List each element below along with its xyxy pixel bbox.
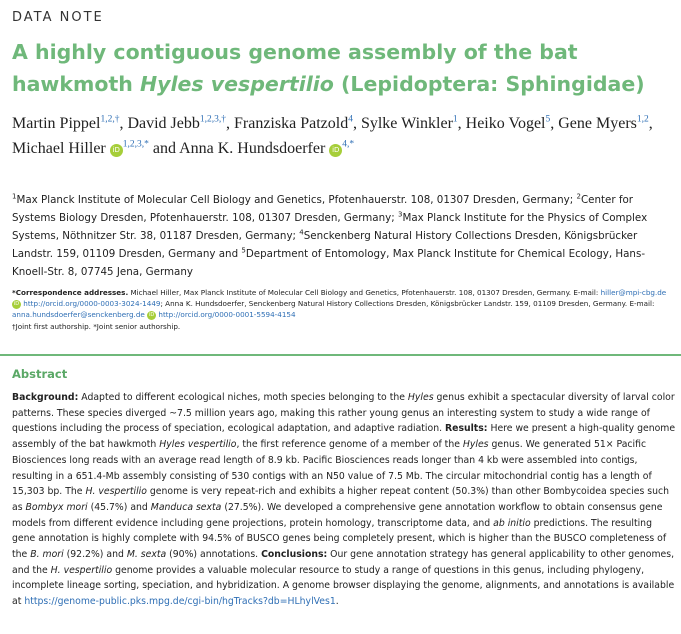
title-species: Hyles vespertilio (139, 72, 334, 96)
authorship-note: †Joint first authorship. *Joint senior authorship. (12, 321, 181, 331)
author[interactable]: Martin Pippel$^{1,2,\dagger}$ (12, 114, 120, 132)
orcid-link[interactable]: http://orcid.org/0000-0003-3024-1449 (23, 299, 161, 309)
author[interactable]: Sylke Winkler$^1$ (360, 114, 458, 132)
abstract-text: Background: Adapted to different ecological niches, moth species belonging to the Hyles genus exhibit a spectacular diversity of larval color patterns. These species diverged ~7.5 million years ago, making this rather young genus an interesting system to study a wide range of questions including the process of speciation, ecological adaptation, and adaptive radiation. Results: Here we present a high-quality genome assembly of the bat hawkmoth Hyles vespertilio, the first reference genome of a member of the Hyles genus. We generated 51× Pacific Biosciences long reads with an average read length of 8.9 kb. Pacific Biosciences reads longer than 4 kb were assembled into contigs, resulting in a 651.4-Mb assembly consisting of 530 contigs with an N50 value of 7.5 Mb. The circular mitochondrial contig has a length of 15,303 bp. The H. vespertilio genome is very repeat-rich and exhibits a higher repeat content (50.3%) than other Bombycoidea species such as Bombyx mori (45.7%) and Manduca sexta (27.5%). We developed a comprehensive gene annotation workflow to obtain consensus gene models from different evidence including gene projections, protein homology, transcriptome data, and ab initio predictions. The resulting gene annotation is highly complete with 94.5% of BUSCO genes being completely present, which is higher than the BUSCO completeness of the B. mori (92.2%) and M. sexta (90%) annotations. Conclusions: Our gene annotation strategy has general applicability to other genomes, and the H. vespertilio genome provides a valuable molecular resource to study a range of questions in this genus, including phylogeny, incomplete lineage sorting, speciation, and hybridization. A genome browser displaying the genome, alignments, and annotations is available at https://genome-public.pks.mpg.de/cgi-bin/hgTracks?db=HLhylVes1. (12, 392, 676, 608)
orcid-icon[interactable]: iD (329, 144, 342, 157)
orcid-icon: iD (148, 312, 155, 319)
paper-title (12, 36, 672, 100)
doc-type-label: DATA NOTE (12, 10, 104, 25)
affiliations: $^1$Max Planck Institute of Molecular Cell Biology and Genetics, Pfotenhauerstr. 108, 01307 Dresden, Germany; $^2$Center for Systems Biology Dresden, Pfotenhauerstr. 108, 01307 Dresden, Germany; $^3$Max Planck Institute for the Physics of Complex Systems, Nöthnitzer Str. 38, 01187 Dresden, Germany; $^4$Senckenberg Natural History Collections Dresden, Königsbrücker Landstr. 159, 01109 Dresden, Germany and $^5$Department of Entomology, Max Planck Institute for Chemical Ecology, Hans-Knoell-Str. 8, 07745 Jena, Germany (12, 192, 648, 278)
email-link[interactable]: hiller@mpi-cbg.de (600, 288, 667, 297)
title-prefix: A highly contiguous genome assembly of the bat hawkmoth (12, 40, 578, 96)
title-suffix: (Lepidoptera: Sphingidae) (333, 72, 645, 96)
affiliation: Center for Systems Biology Dresden, Pfotenhauerstr. 108, 01307 Dresden, Germany; (12, 194, 634, 224)
correspondence: *Correspondence addresses. Michael Hiller, Max Planck Institute of Molecular Cell Biology and Genetics, Pfotenhauerstr. 108, 01307 Dresden, Germany. E-mail: hiller@mpi-cbg.de iD http://orcid.org/0000-0003-3024-1449; Anna K. Hundsdoerfer, Senckenberg Natural History Collections Dresden, Königsbrücker Landstr. 159, 01109 Dresden, Germany. E-mail: anna.hundsdoerfer@senckenberg.de iD http://orcid.org/0000-0001-5594-4154 †Joint first authorship. *Joint senior authorship. (12, 288, 667, 331)
author[interactable]: David Jebb$^{1,2,3,\dagger}$ (127, 114, 226, 132)
correspondence-label: *Correspondence addresses. (12, 288, 129, 297)
affiliation: Max Planck Institute of Molecular Cell Biology and Genetics, Pfotenhauerstr. 108, 01307 Dresden, Germany; (16, 194, 577, 206)
affiliation: Department of Entomology, Max Planck Institute for Chemical Ecology, Hans-Knoell-Str. 8, 07745 Jena, Germany (12, 248, 646, 278)
affiliation: Max Planck Institute for the Physics of Complex Systems, Nöthnitzer Str. 38, 01187 Dresden, Germany; (12, 212, 648, 242)
author[interactable]: Anna K. Hundsdoerfer $iD^{4,*}$ (179, 139, 355, 157)
author[interactable]: Gene Myers$^{1,2}$ (558, 114, 649, 132)
email-link[interactable]: anna.hundsdoerfer@senckenberg.de (12, 310, 145, 320)
genome-browser-link[interactable]: https://genome-public.pks.mpg.de/cgi-bin/hgTracks?db=HLhylVes1 (24, 596, 336, 608)
abstract-heading: Abstract (12, 367, 68, 381)
orcid-icon: iD (13, 301, 20, 308)
author-list: Martin Pippel$^{1,2,\dagger}$, David Jebb$^{1,2,3,\dagger}$, Franziska Patzold$^4$, Sylke Winkler$^1$, Heiko Vogel$^5$, Gene Myers$^{1,2}$, Michael Hiller $iD^{1,2,3,*}$ and Anna K. Hundsdoerfer $iD^{4,*}$ (12, 114, 653, 157)
affiliation: Senckenberg Natural History Collections Dresden, Königsbrücker Landstr. 159, 01109 Dresden, Germany and (12, 230, 638, 260)
author[interactable]: Michael Hiller $iD^{1,2,3,*}$ (12, 139, 149, 157)
author[interactable]: Heiko Vogel$^5$ (465, 114, 551, 132)
orcid-icon[interactable]: iD (110, 144, 123, 157)
orcid-link[interactable]: http://orcid.org/0000-0001-5594-4154 (158, 310, 296, 320)
abstract-section (0, 354, 681, 634)
author[interactable]: Franziska Patzold$^4$ (234, 114, 353, 132)
